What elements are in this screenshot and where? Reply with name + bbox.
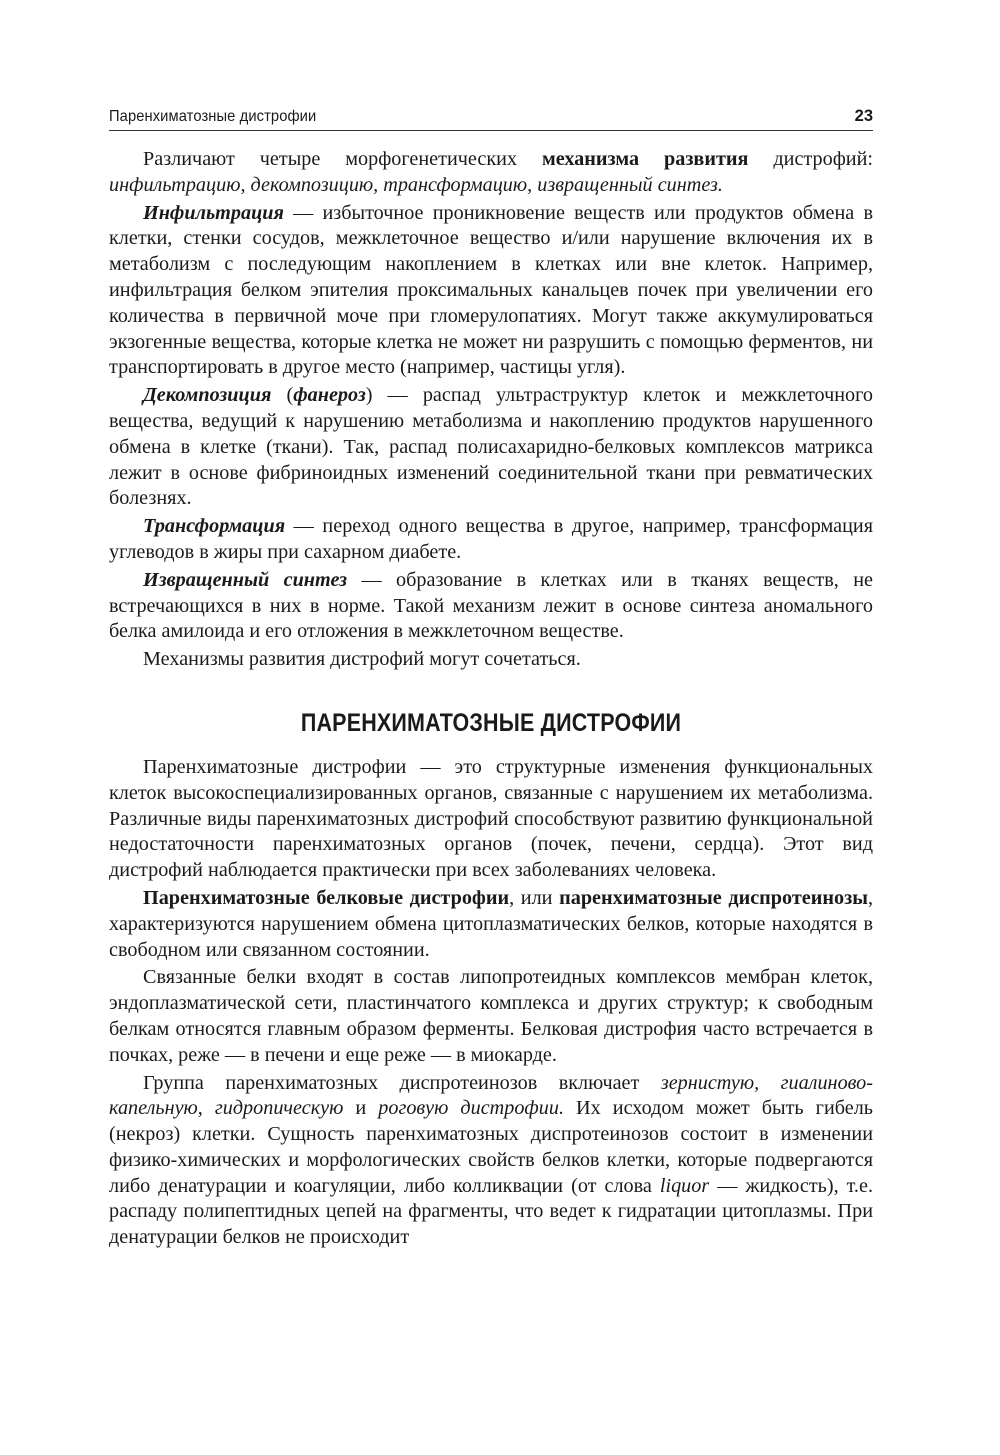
bold-term-protein-dystrophies: Паренхиматозные белковые дистрофии	[143, 886, 510, 909]
term-transformation: Трансформация	[143, 515, 286, 538]
paragraph-combination	[109, 647, 873, 673]
text-run: (	[271, 384, 294, 407]
bold-term-dysproteinoses: паренхиматозные диспротеинозы	[559, 886, 868, 909]
running-head	[109, 106, 873, 131]
text-run: Различают четыре морфогенетических	[143, 148, 543, 170]
term-faneroz: фанероз	[293, 384, 366, 407]
running-head-title: Паренхиматозные дистрофии	[109, 108, 317, 125]
italic-dystrophy-types: зернистую, гиалиново-капельную, гидропическую	[109, 1071, 873, 1120]
paragraph-infiltration	[109, 201, 873, 382]
paragraph-transformation	[109, 514, 873, 566]
paragraph-parenchymal-definition	[109, 755, 873, 884]
bold-term-development-mechanism: механизма развития	[542, 148, 749, 170]
text-run: — жидкость), т.е. распаду полипептидных цепей на фрагменты, что ведет к гидратации цитоплазмы. При денатурации белков не происходит	[109, 1174, 873, 1249]
italic-mechanism-list: инфильтрацию, декомпозицию, трансформацию, извращенный синтез.	[109, 173, 723, 196]
text-run: — избыточное проникновение веществ или продуктов обмена в клетки, стенки сосудов, межклеточное вещество и/или нарушение включения их в метаболизм с последующим накоплением в клетках или вне клеток. Например, инфильтрация белком эпителия проксимальных канальцев почек при увеличении его количества в первичной моче при гломерулопатиях. Могут также аккумулироваться экзогенные вещества, которые клетка не может ни разрушить с помощью ферментов, ни транспортировать в другое место (например, частицы угля).	[109, 201, 873, 379]
text-run: , или	[509, 886, 560, 909]
term-perverted-synthesis: Извращенный синтез	[143, 568, 348, 591]
paragraph-bound-proteins	[109, 965, 873, 1068]
text-run: Связанные белки входят в состав липопротеидных комплексов мембран клеток, эндоплазматической сети, пластинчатого комплекса и других структур; к свободным белкам относятся главным образом ферменты. Белковая дистрофия часто встречается в почках, реже — в печени и еще реже — в миокарде.	[109, 966, 873, 1066]
paragraph-protein-dystrophies	[109, 886, 873, 963]
text-run: Группа паренхиматозных диспротеинозов включает	[143, 1071, 661, 1094]
text-run: , характеризуются нарушением обмена цитоплазматических белков, которые находятся в свободном или связанном состоянии.	[109, 886, 874, 961]
paragraph-dysproteinoses-group	[109, 1071, 873, 1252]
italic-liquor: liquor	[659, 1174, 710, 1197]
text-run: дистрофий:	[748, 148, 874, 170]
paragraph-decomposition	[109, 383, 873, 512]
page-number: 23	[854, 107, 873, 125]
text-run: — образование в клетках или в тканях веществ, не встречающихся в них в норме. Такой механизм лежит в основе синтеза аномального белка амилоида и его отложения в межклеточном веществе.	[109, 568, 873, 643]
text-run: Механизмы развития дистрофий могут сочетаться.	[143, 648, 581, 671]
paragraph-mechanisms	[109, 147, 873, 199]
page-body	[109, 147, 873, 1251]
text-run: Их исходом может быть гибель (некроз) клетки. Сущность паренхиматозных диспротеинозов состоит в изменении физико-химических и морфологических свойств белков клетки, которые подвергаются либо денатурации и коагуляции, либо колликвации (от слова	[109, 1097, 873, 1197]
text-run: и	[343, 1097, 379, 1120]
section-heading: ПАРЕНХИМАТОЗНЫЕ ДИСТРОФИИ	[300, 708, 682, 737]
term-decomposition: Декомпозиция	[143, 384, 272, 407]
text-run: — переход одного вещества в другое, например, трансформация углеводов в жиры при сахарном диабете.	[109, 515, 873, 563]
text-run: Паренхиматозные дистрофии — это структурные изменения функциональных клеток высокоспециализированных органов, связанные с нарушением их метаболизма. Различные виды паренхиматозных дистрофий способствуют развитию функциональной недостаточности паренхиматозных органов (почек, печени, сердца). Этот вид дистрофий наблюдается практически при всех заболеваниях человека.	[109, 755, 873, 882]
term-infiltration: Инфильтрация	[143, 201, 284, 224]
paragraph-perverted-synthesis	[109, 568, 873, 645]
text-run: ) — распад ультраструктур клеток и межклеточного вещества, ведущий к нарушению метаболизма и накоплению продуктов нарушенного обмена в клетке (ткани). Так, распад полисахаридно-белковых комплексов матрикса лежит в основе фибриноидных изменений соединительной ткани при ревматических болезнях.	[109, 384, 873, 510]
italic-horny-dystrophy: роговую дистрофии.	[378, 1097, 565, 1120]
